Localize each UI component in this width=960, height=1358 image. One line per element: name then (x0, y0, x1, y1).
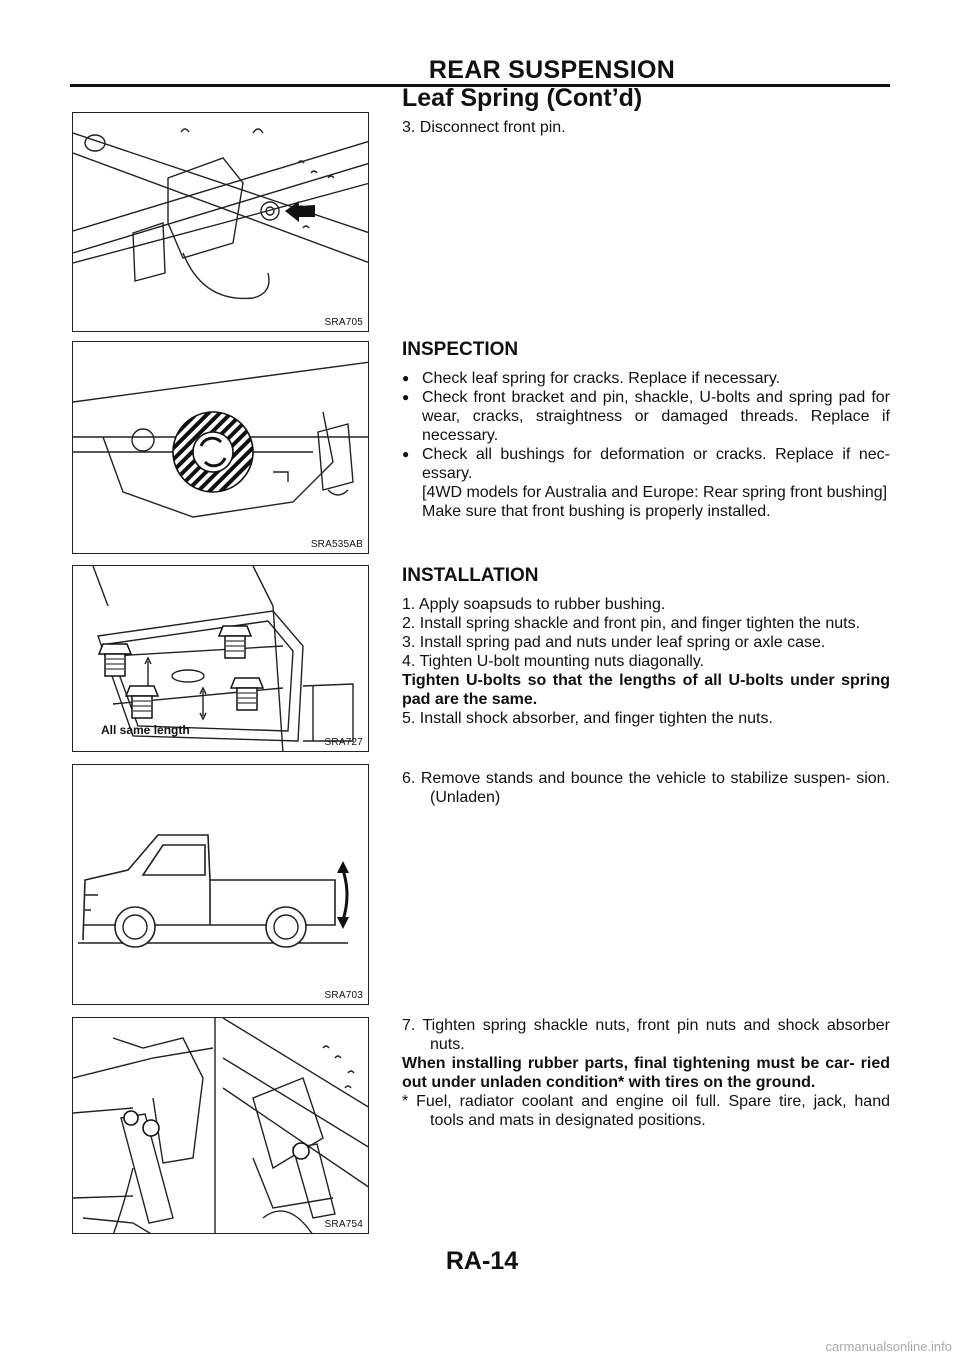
footnote-text: * Fuel, radiator coolant and engine oil full. Spare tire, jack, hand tools and mats in designated positions. (402, 1093, 890, 1129)
inspection-heading: INSPECTION (402, 339, 519, 360)
installation-bold-note: Tighten U-bolts so that the lengths of all U-bolts under spring pad are the same. (402, 672, 890, 708)
page-subtitle: Leaf Spring (Cont’d) (402, 84, 643, 112)
figure-code: SRA535AB (310, 539, 363, 550)
truck-illustration (73, 765, 369, 1005)
figure-bushing-inspection (72, 341, 369, 554)
step-7-text: 7. Tighten spring shackle nuts, front pin nuts and shock absorber nuts. (402, 1017, 890, 1053)
warning-text: When installing rubber parts, final tightening must be car- ried out under unladen condition* with tires on the ground. (402, 1055, 890, 1091)
inspection-item-2: ● Check front bracket and pin, shackle, U-bolts and spring pad for wear, cracks, straightness or damaged threads. Replace if necessary. (402, 388, 890, 445)
installation-section (402, 565, 890, 728)
installation-step-2: 2. Install spring shackle and front pin, and finger tighten the nuts. (402, 615, 861, 632)
figure-code: SRA754 (324, 1219, 363, 1230)
step-6-text: 6. Remove stands and bounce the vehicle to stabilize suspen- sion. (Unladen) (402, 770, 890, 806)
installation-step-3: 3. Install spring pad and nuts under leaf spring or axle case. (402, 634, 826, 651)
figure-u-bolt-installation (72, 565, 369, 752)
step-6-block (402, 769, 890, 807)
u-bolt-illustration (73, 566, 369, 752)
installation-step-4: 4. Tighten U-bolt mounting nuts diagonally. (402, 653, 705, 670)
figure-code: SRA703 (324, 990, 363, 1001)
page-number: RA-14 (445, 1247, 519, 1275)
figure-final-tightening (72, 1017, 369, 1234)
arrow-down-icon (337, 917, 349, 929)
step-7-block (402, 1016, 890, 1130)
step-3-block (402, 118, 890, 137)
installation-step-1: 1. Apply soapsuds to rubber bushing. (402, 596, 666, 613)
inspection-sub-instruction: Make sure that front bushing is properly installed. (422, 503, 771, 520)
inspection-item-3: ● Check all bushings for deformation or cracks. Replace if nec- essary. (402, 445, 890, 483)
figure-code: SRA705 (324, 317, 363, 328)
figure-disconnect-front-pin (72, 112, 369, 332)
inspection-section (402, 339, 890, 521)
figure-code: SRA727 (324, 737, 363, 748)
arrow-icon (285, 201, 315, 222)
installation-step-5: 5. Install shock absorber, and finger tighten the nuts. (402, 710, 773, 727)
installation-heading: INSTALLATION (402, 565, 539, 586)
section-title: REAR SUSPENSION (428, 56, 676, 84)
tightening-illustration (73, 1018, 369, 1234)
arrow-up-icon (337, 861, 349, 873)
footer-watermark: carmanualsonline.info (825, 1339, 952, 1354)
inspection-item-1: ● Check leaf spring for cracks. Replace if necessary. (402, 369, 890, 388)
inspection-sub-note: [4WD models for Australia and Europe: Rear spring front bushing] (422, 484, 888, 501)
front-pin-illustration (73, 113, 369, 332)
figure-caption: All same length (101, 723, 190, 737)
figure-bounce-vehicle (72, 764, 369, 1005)
bushing-illustration (73, 342, 369, 554)
step-3-text: 3. Disconnect front pin. (402, 119, 566, 136)
